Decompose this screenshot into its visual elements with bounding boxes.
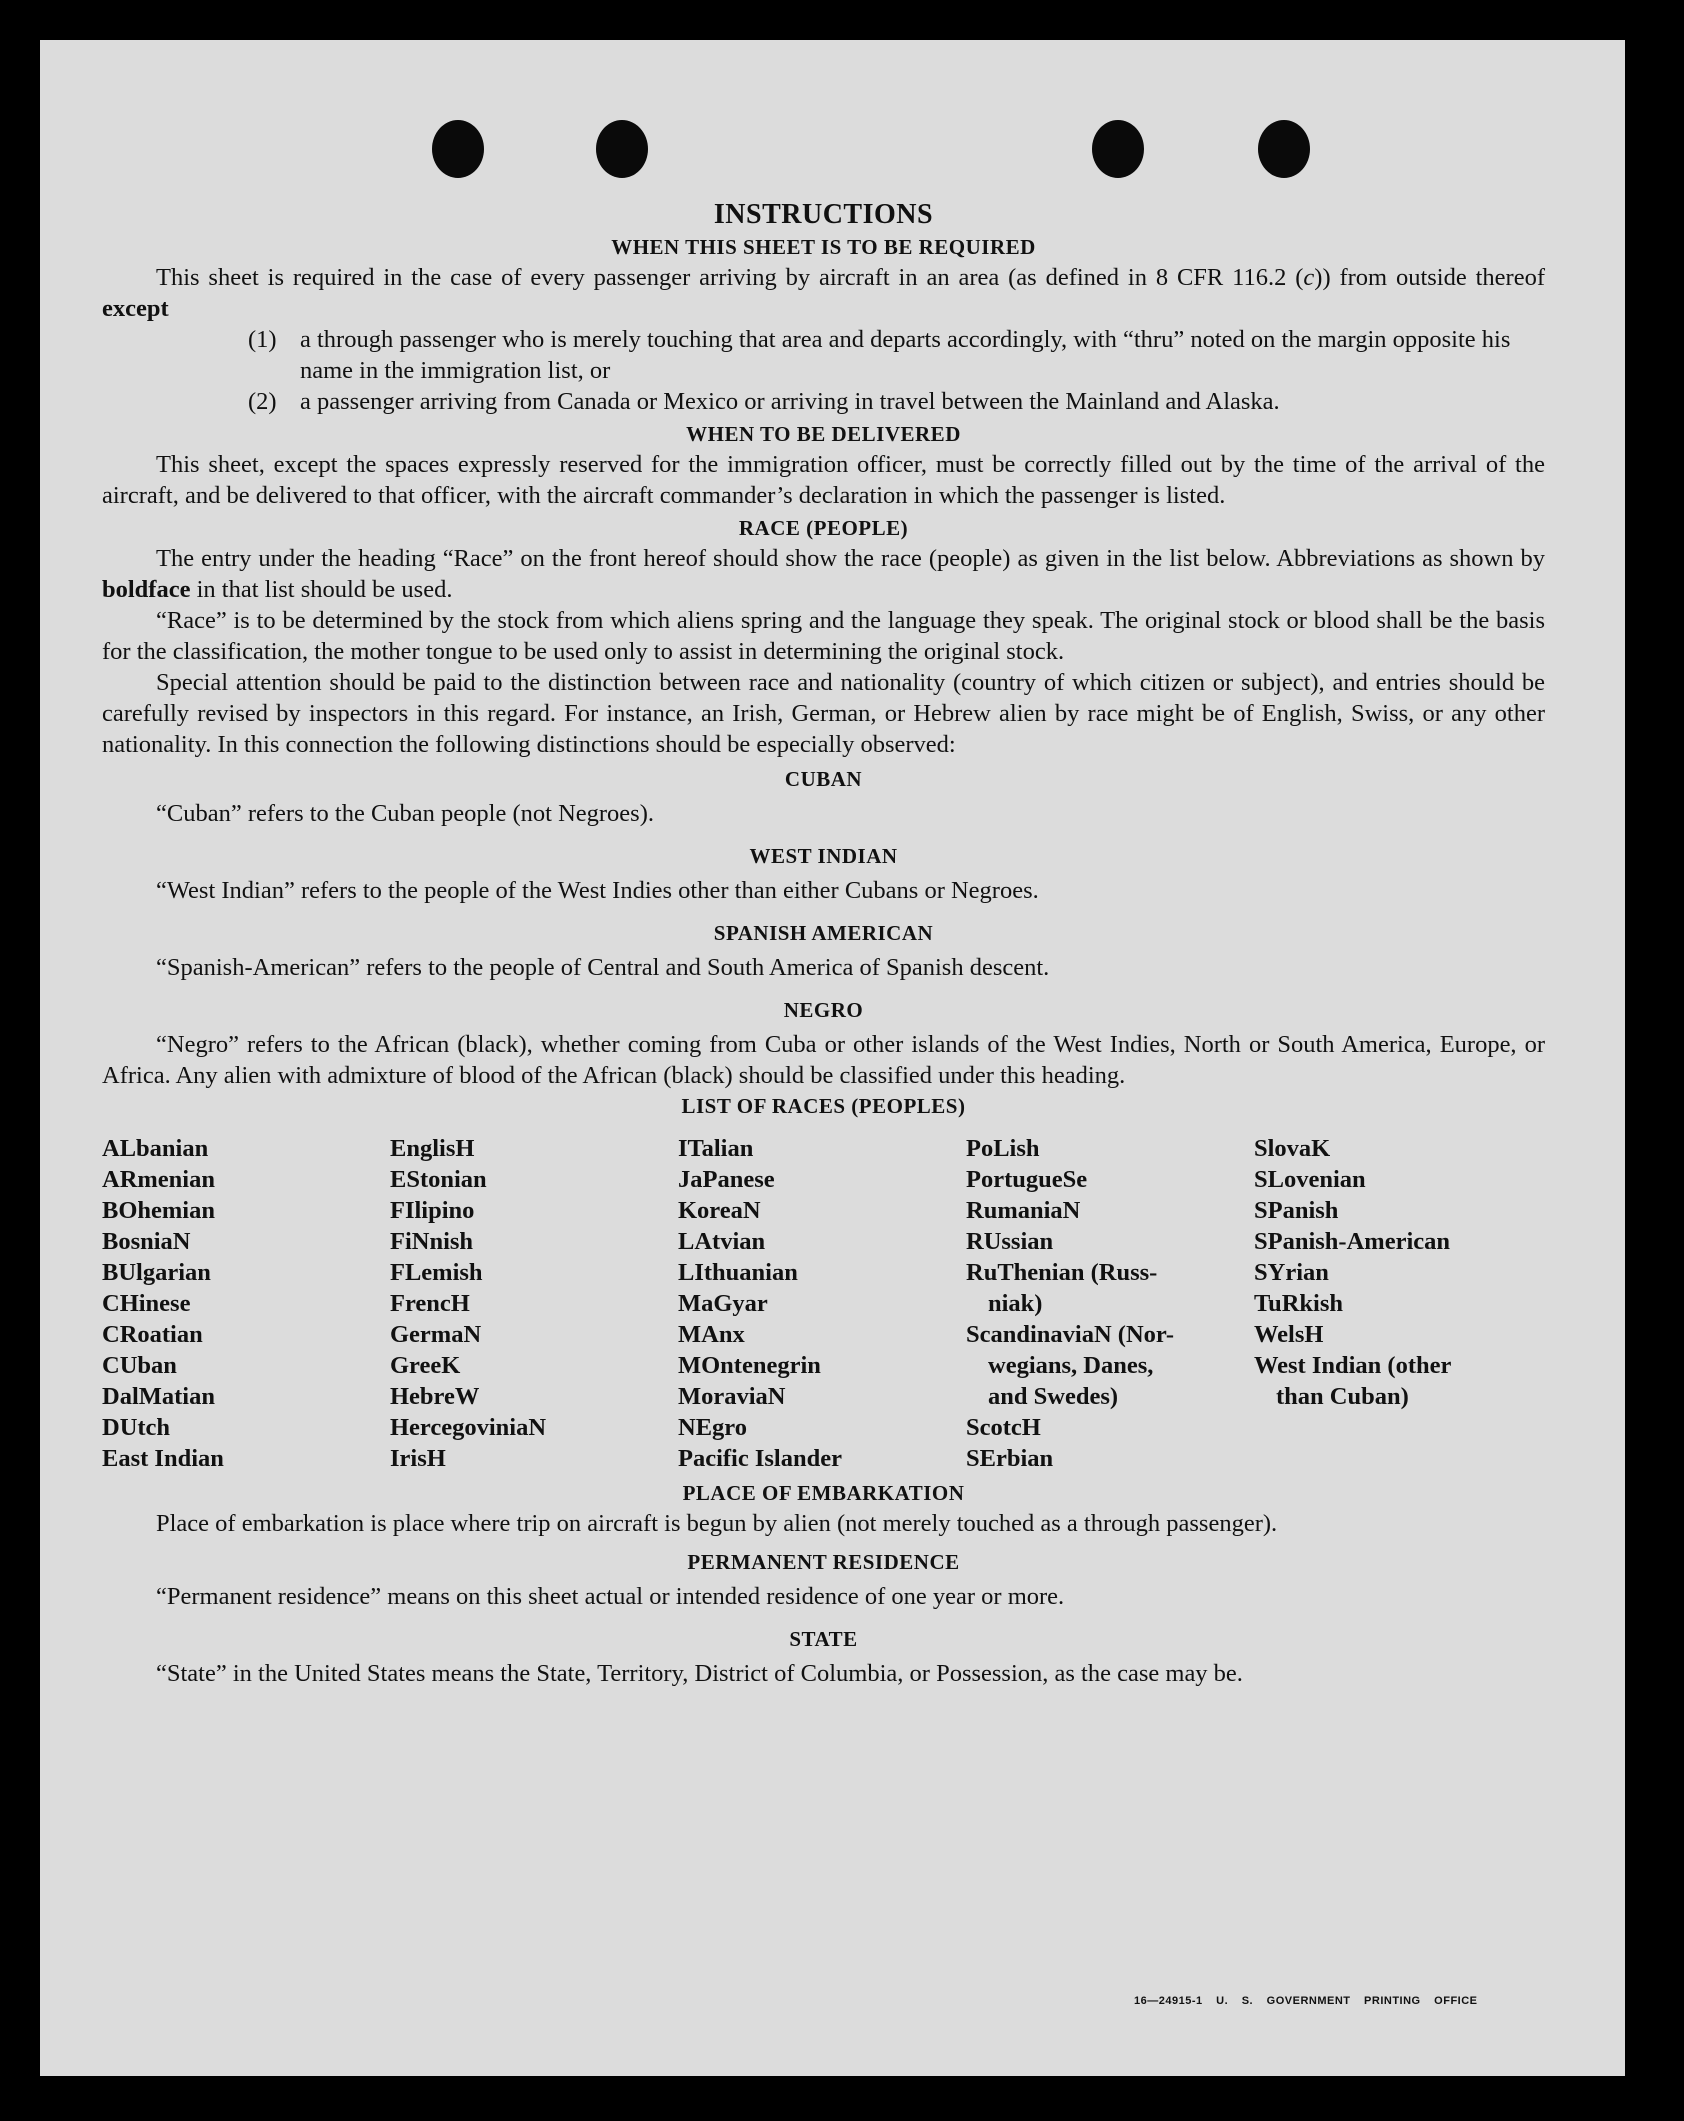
race-entry: SYrian — [1254, 1259, 1329, 1286]
race-entry: HebreW — [390, 1383, 480, 1410]
race-entry: EnglisH — [390, 1135, 475, 1162]
race-entry: ITalian — [678, 1135, 754, 1162]
race-entry: DalMatian — [102, 1383, 215, 1410]
race-entry: ALbanian — [102, 1135, 209, 1162]
race-column — [966, 1133, 1254, 1474]
exception-item: (2) a passenger arriving from Canada or Mexico or arriving in travel between the Mainland and Alaska. — [248, 388, 1280, 415]
race-entry-continuation: niak) — [988, 1290, 1043, 1317]
race-entry: ScotcH — [966, 1414, 1041, 1441]
race-entry: SPanish — [1254, 1197, 1339, 1224]
sheet-content — [102, 198, 1545, 1689]
punch-hole — [596, 120, 648, 178]
race-column — [102, 1133, 390, 1474]
race-entry: KoreaN — [678, 1197, 761, 1224]
race-entry: PoLish — [966, 1135, 1040, 1162]
when-delivered-text: This sheet, except the spaces expressly reserved for the immigration officer, must be correctly filled out by the time of the arrival of the aircraft, and be delivered to that officer, with the aircraft commander’s declaration in which the passenger is listed. — [102, 451, 1545, 509]
race-entry: SErbian — [966, 1445, 1054, 1472]
heading-west-indian: WEST INDIAN — [749, 844, 898, 868]
heading-permanent-residence: PERMANENT RESIDENCE — [687, 1550, 960, 1574]
race-column — [390, 1133, 678, 1474]
page-title: INSTRUCTIONS — [713, 199, 934, 230]
race-entry: IrisH — [390, 1445, 446, 1472]
race-entry-continuation: than Cuban) — [1276, 1383, 1409, 1410]
race-entry: RuThenian (Russ- — [966, 1259, 1158, 1286]
race-entry: RUssian — [966, 1228, 1054, 1255]
heading-race: RACE (PEOPLE) — [738, 516, 909, 540]
heading-cuban: CUBAN — [784, 767, 863, 791]
race-list — [102, 1133, 1545, 1474]
race-entry: FIlipino — [390, 1197, 475, 1224]
race-entry: TuRkish — [1254, 1290, 1344, 1317]
race-entry: DUtch — [102, 1414, 171, 1441]
race-entry: SLovenian — [1254, 1166, 1366, 1193]
punch-hole — [1258, 120, 1310, 178]
race-column — [678, 1133, 966, 1474]
heading-when-required: WHEN THIS SHEET IS TO BE REQUIRED — [611, 235, 1036, 259]
spanish-american-text: “Spanish-American” refers to the people of Central and South America of Spanish descent. — [156, 954, 1050, 981]
race-entry: FrencH — [390, 1290, 470, 1317]
race-entry: MOntenegrin — [678, 1352, 821, 1379]
exception-item: (1) a through passenger who is merely touching that area and departs accordingly, with “thru” noted on the margin opposite his name in the immigration list, or — [248, 326, 1511, 384]
race-entry: PortugueSe — [966, 1166, 1088, 1193]
race-entry: RumaniaN — [966, 1197, 1081, 1224]
race-entry: CUban — [102, 1352, 177, 1379]
race-entry: LIthuanian — [678, 1259, 798, 1286]
permanent-residence-text: “Permanent residence” means on this sheet actual or intended residence of one year or more. — [156, 1583, 1065, 1610]
race-entry: WelsH — [1254, 1321, 1324, 1348]
race-entry: GreeK — [390, 1352, 461, 1379]
race-entry-continuation: wegians, Danes, — [988, 1352, 1154, 1379]
race-entry: East Indian — [102, 1445, 224, 1472]
race-entry-continuation: and Swedes) — [988, 1383, 1119, 1410]
race-paragraph-1: The entry under the heading “Race” on the front hereof should show the race (people) as given in the list below. Abbreviations as shown by boldface in that list should be used. — [102, 545, 1545, 603]
punch-hole — [432, 120, 484, 178]
race-entry: ARmenian — [102, 1166, 215, 1193]
race-entry: JaPanese — [678, 1166, 775, 1193]
race-entry: NEgro — [678, 1414, 747, 1441]
race-entry: SPanish-American — [1254, 1228, 1450, 1255]
race-entry: LAtvian — [678, 1228, 766, 1255]
race-entry: MaGyar — [678, 1290, 768, 1317]
race-entry: HercegoviniaN — [390, 1414, 547, 1441]
race-entry: Pacific Islander — [678, 1445, 842, 1472]
west-indian-text: “West Indian” refers to the people of the West Indies other than either Cubans or Negroes. — [156, 877, 1039, 904]
heading-when-delivered: WHEN TO BE DELIVERED — [686, 422, 961, 446]
race-entry: West Indian (other — [1254, 1352, 1452, 1379]
race-column — [1254, 1133, 1544, 1474]
when-required-intro: This sheet is required in the case of every passenger arriving by aircraft in an area (as defined in 8 CFR 116.2 (c)) from outside thereof except — [102, 264, 1545, 322]
embarkation-text: Place of embarkation is place where trip on aircraft is begun by alien (not merely touched as a through passenger). — [156, 1510, 1278, 1537]
race-entry: MoraviaN — [678, 1383, 786, 1410]
race-entry: GermaN — [390, 1321, 482, 1348]
heading-spanish-american: SPANISH AMERICAN — [713, 921, 934, 945]
race-paragraph-2: “Race” is to be determined by the stock from which aliens spring and the language they speak. The original stock or blood shall be the basis for the classification, the mother tongue to be used only to assist in determining the original stock. — [102, 607, 1545, 665]
printing-office-code: 16—24915-1 U. S. GOVERNMENT PRINTING OFFICE — [1134, 1995, 1478, 2007]
race-paragraph-3: Special attention should be paid to the distinction between race and nationality (country of which citizen or subject), and entries should be carefully revised by inspectors in this regard. For instance, an Irish, German, or Hebrew alien by race might be of English, Swiss, or any other nationality. In this connection the following distinctions should be especially observed: — [102, 669, 1545, 758]
race-entry: BosniaN — [102, 1228, 191, 1255]
race-entry: FLemish — [390, 1259, 483, 1286]
state-text: “State” in the United States means the State, Territory, District of Columbia, or Possession, as the case may be. — [156, 1660, 1243, 1687]
heading-negro: NEGRO — [783, 998, 864, 1022]
punch-hole — [1092, 120, 1144, 178]
race-entry: EStonian — [390, 1166, 487, 1193]
race-entry: CRoatian — [102, 1321, 203, 1348]
race-entry: FiNnish — [390, 1228, 474, 1255]
instruction-sheet — [40, 40, 1625, 2076]
heading-state: STATE — [789, 1627, 858, 1651]
heading-list-of-races: LIST OF RACES (PEOPLES) — [681, 1094, 966, 1118]
race-entry: SlovaK — [1254, 1135, 1331, 1162]
negro-text: “Negro” refers to the African (black), whether coming from Cuba or other islands of the West Indies, North or South America, Europe, or Africa. Any alien with admixture of blood of the African (black) should be classified under this heading. — [102, 1031, 1545, 1089]
cuban-text: “Cuban” refers to the Cuban people (not Negroes). — [156, 800, 654, 827]
race-entry: BOhemian — [102, 1197, 215, 1224]
race-entry: ScandinaviaN (Nor- — [966, 1321, 1175, 1348]
race-entry: CHinese — [102, 1290, 191, 1317]
race-entry: MAnx — [678, 1321, 745, 1348]
race-entry: BUlgarian — [102, 1259, 211, 1286]
heading-embarkation: PLACE OF EMBARKATION — [682, 1481, 965, 1505]
